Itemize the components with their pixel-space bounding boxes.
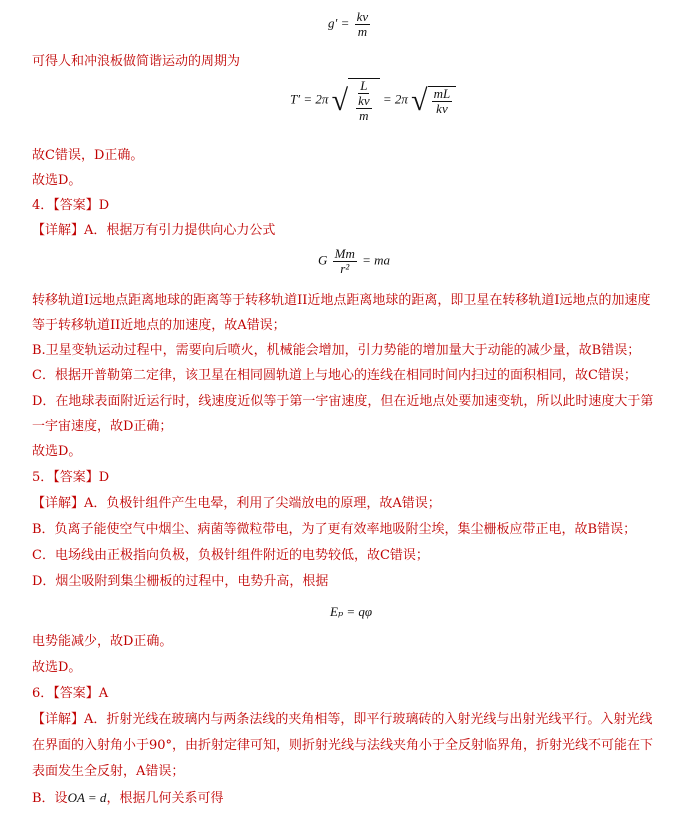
text-line: D．在地球表面附近运行时，线速度近似等于第一宇宙速度，但在近地点处要加速变轨，所以此时速度大于第 xyxy=(32,394,654,409)
text-line: B.卫星变轨运动过程中，需要向后喷火，机械能会增加，引力势能的增加量大于动能的减少量，故B错误； xyxy=(32,343,641,358)
text-line: 故C错误，D正确。 xyxy=(32,148,144,163)
text-line: 一宇宙速度，故D正确； xyxy=(32,419,173,434)
text-line: 故选D。 xyxy=(32,660,82,675)
text-line: 【详解】A．根据万有引力提供向心力公式 xyxy=(32,223,276,238)
text-line: 故选D。 xyxy=(32,173,82,188)
text-line: C．根据开普勒第二定律，该卫星在相同圆轨道上与地心的连线在相同时间内扫过的面积相同，故C错误； xyxy=(32,368,637,383)
text-line: 故选D。 xyxy=(32,444,82,459)
formula-potential: Eₚ = qφ xyxy=(330,604,373,619)
text-line: 可得人和冲浪板做简谐运动的周期为 xyxy=(32,54,241,69)
text-line: 【详解】A．折射光线在玻璃内与两条法线的夹角相等，即平行玻璃砖的入射光线与出射光线平行。入射光线 xyxy=(32,712,653,727)
answer-heading: 6．【答案】A xyxy=(32,686,109,701)
text-line: C．电场线由正极指向负极，负极针组件附近的电势较低，故C错误； xyxy=(32,548,429,563)
text-line: D．烟尘吸附到集尘栅板的过程中，电势升高，根据 xyxy=(32,574,329,589)
answer-heading: 5．【答案】D xyxy=(32,470,110,485)
text-line: 表面发生全反射，A错误； xyxy=(32,764,185,779)
formula-g-prime: g′ = $\frac{kv}{m}$ xyxy=(328,9,369,39)
formula-period: T′ = 2π √ $\frac{L}{\frac{kv}{m}}$ = 2π √ $\frac{mL}{kv}$ xyxy=(290,78,456,123)
text-line: 电势能减少，故D正确。 xyxy=(32,634,173,649)
text-line: B．设OA = d，根据几何关系可得 xyxy=(32,790,224,806)
text-line: 等于转移轨道II近地点的加速度，故A错误； xyxy=(32,318,286,333)
formula-gravity: G $\frac{Mm}{\text{r²}}$ = ma xyxy=(318,246,391,276)
answer-heading: 4．【答案】D xyxy=(32,198,110,213)
text-line: 【详解】A．负极针组件产生电晕，利用了尖端放电的原理，故A错误； xyxy=(32,496,441,511)
text-line: 在界面的入射角小于90°，由折射定律可知，则折射光线与法线夹角小于全反射临界角，折射光线不可能在下 xyxy=(32,738,654,753)
text-line: B．负离子能使空气中烟尘、病菌等微粒带电，为了更有效率地吸附尘埃，集尘栅板应带正电，故B错误； xyxy=(32,522,637,537)
text-line: 转移轨道I远地点距离地球的距离等于转移轨道II近地点距离地球的距离，即卫星在转移轨道I远地点的加速度 xyxy=(32,293,651,308)
